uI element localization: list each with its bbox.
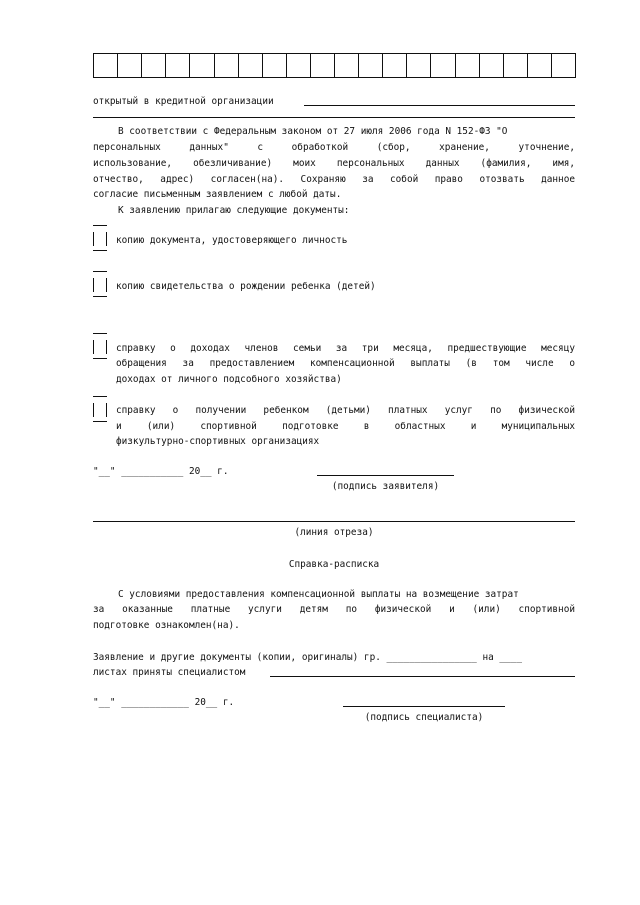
- account-cell-divider: [117, 53, 118, 78]
- attachments-intro: К заявлению прилагаю следующие документы:: [118, 205, 350, 216]
- consent-line-2: персональных данных" с обработкой (сбор, хранение, уточнение,: [93, 142, 575, 153]
- receipt-docs-line-1[interactable]: Заявление и другие документы (копии, оригиналы) гр. ________________ на ____: [93, 652, 522, 663]
- specialist-name-field[interactable]: [270, 676, 575, 677]
- consent-line-1: В соответствии с Федеральным законом от 27 июля 2006 года N 152-ФЗ "О: [118, 126, 508, 137]
- account-number-cells[interactable]: [93, 53, 575, 78]
- document-2-label: копию свидетельства о рождении ребенка (детей): [116, 281, 376, 292]
- account-cell-divider: [406, 53, 407, 78]
- applicant-date[interactable]: "__" ___________ 20__ г.: [93, 466, 229, 477]
- receipt-line-2: за оказанные платные услуги детям по физической и (или) спортивной: [93, 604, 575, 615]
- account-cell-divider: [527, 53, 528, 78]
- account-cell-divider: [334, 53, 335, 78]
- document-4-line-2: и (или) спортивной подготовке в областных и муниципальных: [116, 421, 575, 432]
- cut-line: [93, 521, 575, 522]
- document-3-line-2: обращения за предоставлением компенсационной выплаты (в том числе о: [116, 358, 575, 369]
- account-cell-divider: [165, 53, 166, 78]
- account-cell-divider: [430, 53, 431, 78]
- account-cell-divider: [238, 53, 239, 78]
- account-cell-divider: [93, 53, 94, 78]
- applicant-signature-caption: (подпись заявителя): [331, 481, 440, 492]
- specialist-date[interactable]: "__" ____________ 20__ г.: [93, 697, 235, 708]
- document-2-checkbox[interactable]: [93, 271, 107, 297]
- account-cell-divider: [551, 53, 552, 78]
- account-cell-divider: [262, 53, 263, 78]
- document-4-line-1: справку о получении ребенком (детьми) платных услуг по физической: [116, 405, 575, 416]
- account-cell-divider: [358, 53, 359, 78]
- account-cell-divider: [455, 53, 456, 78]
- document-3-checkbox[interactable]: [93, 333, 107, 359]
- specialist-signature-line[interactable]: [343, 706, 505, 707]
- receipt-line-1: С условиями предоставления компенсационной выплаты на возмещение затрат: [118, 589, 519, 600]
- account-cell-divider: [310, 53, 311, 78]
- consent-line-4: отчество, адрес) согласен(на). Сохраняю за собой право отозвать данное: [93, 174, 575, 185]
- receipt-title: Справка-расписка: [288, 559, 380, 570]
- account-bank-field[interactable]: [304, 105, 575, 106]
- account-cell-divider: [575, 53, 576, 78]
- consent-line-3: использование, обезличивание) моих персональных данных (фамилия, имя,: [93, 158, 575, 169]
- cut-line-caption: (линия отреза): [294, 527, 374, 538]
- document-3-line-1: справку о доходах членов семьи за три месяца, предшествующие месяцу: [116, 343, 575, 354]
- account-cell-divider: [189, 53, 190, 78]
- account-cell-divider: [214, 53, 215, 78]
- document-1-checkbox[interactable]: [93, 225, 107, 251]
- account-cell-divider: [503, 53, 504, 78]
- account-cell-divider: [479, 53, 480, 78]
- account-cell-divider: [141, 53, 142, 78]
- document-4-checkbox[interactable]: [93, 396, 107, 422]
- account-cell-divider: [382, 53, 383, 78]
- account-label: открытый в кредитной организации: [93, 96, 274, 107]
- receipt-docs-line-2: листах приняты специалистом: [93, 667, 246, 678]
- receipt-line-3: подготовке ознакомлен(на).: [93, 620, 240, 631]
- document-3-line-3: доходах от личного подсобного хозяйства): [116, 374, 342, 385]
- document-1-label: копию документа, удостоверяющего личность: [116, 235, 348, 246]
- section-divider: [93, 117, 575, 118]
- consent-line-5: согласие письменным заявлением с любой даты.: [93, 189, 342, 200]
- account-cell-divider: [286, 53, 287, 78]
- document-4-line-3: физкультурно-спортивных организациях: [116, 436, 320, 447]
- specialist-signature-caption: (подпись специалиста): [364, 712, 484, 723]
- applicant-signature-line[interactable]: [317, 475, 454, 476]
